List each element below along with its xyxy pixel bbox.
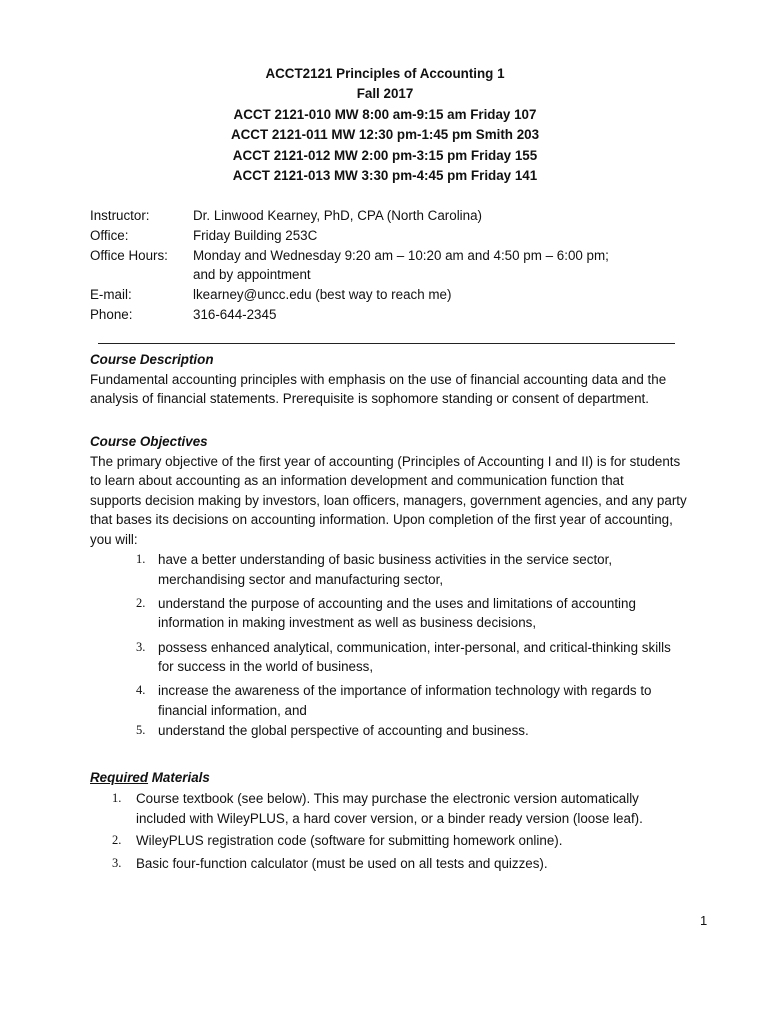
info-label: Phone: bbox=[90, 306, 133, 322]
section-line: ACCT 2121-011 MW 12:30 pm-1:45 pm Smith 203 bbox=[230, 127, 540, 143]
objectives-line: that bases its decisions on accounting information. Upon completion of the first year of accounting, bbox=[90, 512, 673, 528]
list-number: 2. bbox=[136, 595, 146, 610]
materials-list bbox=[112, 789, 692, 876]
list-item bbox=[136, 550, 696, 589]
email-address: lkearney@uncc.edu (best way to reach me) bbox=[193, 287, 452, 303]
info-row-instructor bbox=[90, 206, 710, 226]
phone-number: 316-644-2345 bbox=[193, 306, 277, 322]
course-term: Fall 2017 bbox=[356, 86, 414, 102]
section-heading-underlined: Required bbox=[90, 770, 149, 785]
list-item-text: understand the global perspective of accounting and business. bbox=[158, 722, 529, 738]
office-hours-line: Monday and Wednesday 9:20 am – 10:20 am and 4:50 pm – 6:00 pm; bbox=[193, 247, 609, 263]
section-heading-rest: Materials bbox=[148, 770, 210, 785]
list-item bbox=[136, 638, 696, 677]
instructor-name: Dr. Linwood Kearney, PhD, CPA (North Carolina) bbox=[193, 208, 483, 223]
info-row-email bbox=[90, 285, 710, 305]
list-item bbox=[136, 681, 696, 720]
list-item-text: WileyPLUS registration code (software for submitting homework online). bbox=[136, 833, 563, 849]
list-number: 5. bbox=[136, 722, 146, 737]
objectives-line: supports decision making by investors, loan officers, managers, government agencies, and any party bbox=[90, 492, 687, 508]
list-item-text: information in making investment as well as business decisions, bbox=[158, 615, 537, 631]
info-label: Office: bbox=[90, 227, 129, 243]
course-objectives-section bbox=[90, 432, 720, 550]
required-materials-section bbox=[90, 768, 720, 788]
list-item bbox=[112, 831, 692, 851]
info-row-office bbox=[90, 226, 710, 246]
list-item-text: financial information, and bbox=[158, 702, 307, 718]
list-item-text: increase the awareness of the importance of information technology with regards to bbox=[158, 683, 652, 699]
list-item-text: understand the purpose of accounting and the uses and limitations of accounting bbox=[158, 595, 636, 611]
objectives-line: to learn about accounting as an information development and communication function that bbox=[90, 473, 624, 489]
info-row-phone bbox=[90, 305, 710, 325]
office-hours-line: and by appointment bbox=[193, 267, 311, 283]
list-number: 1. bbox=[112, 791, 122, 805]
course-description-section bbox=[90, 350, 720, 409]
info-label: E-mail: bbox=[90, 287, 132, 303]
description-line: analysis of financial statements. Prerequisite is sophomore standing or consent of department. bbox=[90, 391, 649, 407]
list-item-text: for success in the world of business, bbox=[158, 659, 374, 675]
list-item-text: have a better understanding of basic business activities in the service sector, bbox=[158, 552, 613, 567]
page-number: 1 bbox=[700, 913, 708, 928]
list-number: 3. bbox=[112, 855, 122, 870]
list-number: 2. bbox=[112, 833, 122, 848]
list-item bbox=[112, 789, 692, 828]
list-number: 3. bbox=[136, 639, 146, 654]
description-line: Fundamental accounting principles with emphasis on the use of financial accounting data and the bbox=[90, 371, 667, 387]
section-line: ACCT 2121-010 MW 8:00 am-9:15 am Friday 107 bbox=[233, 106, 537, 122]
info-label: Office Hours: bbox=[90, 247, 168, 263]
list-item bbox=[136, 721, 696, 741]
objectives-line: you will: bbox=[90, 531, 138, 547]
list-item-text: Course textbook (see below). This may purchase the electronic version automatically bbox=[136, 791, 639, 806]
list-number: 4. bbox=[136, 683, 146, 698]
list-item bbox=[136, 594, 696, 633]
horizontal-divider bbox=[98, 343, 675, 344]
list-item-text: Basic four-function calculator (must be used on all tests and quizzes). bbox=[136, 855, 548, 871]
section-line: ACCT 2121-013 MW 3:30 pm-4:45 pm Friday 141 bbox=[232, 168, 538, 184]
list-item-text: merchandising sector and manufacturing sector, bbox=[158, 571, 444, 587]
section-heading bbox=[90, 768, 720, 788]
objectives-list bbox=[136, 550, 696, 745]
section-heading: Course Description bbox=[90, 352, 214, 367]
section-line: ACCT 2121-012 MW 2:00 pm-3:15 pm Friday 155 bbox=[232, 147, 538, 163]
list-item-text: possess enhanced analytical, communication, inter-personal, and critical-thinking skills bbox=[158, 639, 671, 655]
objectives-line: The primary objective of the first year of accounting (Principles of Accounting I and II) is for students bbox=[90, 453, 681, 469]
office-location: Friday Building 253C bbox=[193, 227, 318, 243]
course-header bbox=[0, 64, 770, 186]
list-number: 1. bbox=[136, 552, 146, 566]
info-label: Instructor: bbox=[90, 208, 150, 223]
section-heading: Course Objectives bbox=[90, 434, 208, 449]
info-row-hours bbox=[90, 246, 710, 286]
list-item-text: included with WileyPLUS, a hard cover version, or a binder ready version (loose leaf). bbox=[136, 810, 643, 826]
instructor-info bbox=[90, 206, 710, 325]
course-title: ACCT2121 Principles of Accounting 1 bbox=[265, 66, 505, 81]
office-hours bbox=[193, 246, 710, 286]
list-item bbox=[112, 854, 692, 874]
